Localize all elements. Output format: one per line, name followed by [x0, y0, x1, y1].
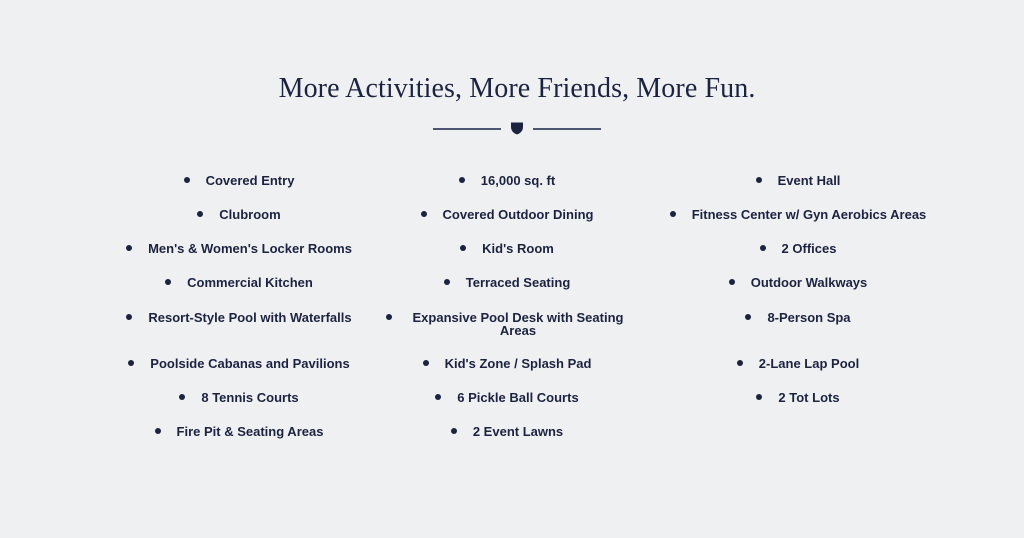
- bullet-icon: [423, 360, 429, 366]
- list-item: [386, 311, 650, 337]
- list-item-label: Commercial Kitchen: [187, 275, 313, 290]
- list-item: [118, 311, 382, 324]
- list-item: [660, 311, 958, 324]
- list-item: [386, 208, 650, 221]
- list-item: [660, 391, 958, 404]
- bullet-icon: [197, 211, 203, 217]
- bullet-icon: [126, 314, 132, 320]
- list-item: [660, 208, 958, 221]
- bullet-icon: [756, 177, 762, 183]
- bullet-icon: [421, 211, 427, 217]
- list-item: [660, 242, 958, 255]
- bullet-icon: [444, 279, 450, 285]
- list-item-label: Kid's Zone / Splash Pad: [444, 356, 592, 371]
- list-item: [118, 174, 382, 187]
- list-item: [386, 357, 650, 370]
- list-item: [118, 391, 382, 404]
- bullet-icon: [459, 177, 465, 183]
- list-item-label: Terraced Seating: [465, 275, 571, 290]
- list-item-label: Men's & Women's Locker Rooms: [148, 241, 352, 256]
- list-item-label: 2 Tot Lots: [778, 390, 840, 405]
- list-item: [660, 174, 958, 187]
- list-item-label: Event Hall: [777, 173, 841, 188]
- list-item: [386, 276, 650, 289]
- list-item: [660, 276, 958, 289]
- list-item-label: 2 Offices: [781, 241, 837, 256]
- list-item: [118, 242, 382, 255]
- list-item: [118, 425, 382, 438]
- bullet-icon: [756, 394, 762, 400]
- bullet-icon: [386, 314, 392, 320]
- list-item-label: Kid's Room: [482, 241, 554, 256]
- bullet-icon: [670, 211, 676, 217]
- list-item-label: Outdoor Walkways: [750, 275, 868, 290]
- list-item-label: Covered Entry: [205, 173, 295, 188]
- bullet-icon: [460, 245, 466, 251]
- bullet-icon: [435, 394, 441, 400]
- page-title: More Activities, More Friends, More Fun.: [278, 73, 756, 104]
- list-item-label: 8 Tennis Courts: [201, 390, 299, 405]
- list-item: [386, 425, 650, 438]
- bullet-icon: [165, 279, 171, 285]
- bullet-icon: [179, 394, 185, 400]
- bullet-icon: [729, 279, 735, 285]
- heading-divider: [433, 120, 601, 136]
- shield-icon: [510, 121, 524, 135]
- list-item: [660, 357, 958, 370]
- list-item: [118, 357, 382, 370]
- bullet-icon: [760, 245, 766, 251]
- bullet-icon: [451, 428, 457, 434]
- list-item: [386, 242, 650, 255]
- list-item-label: Expansive Pool Desk with Seating Areas: [412, 310, 624, 338]
- list-item-label: 6 Pickle Ball Courts: [457, 390, 579, 405]
- list-item-label: Fitness Center w/ Gyn Aerobics Areas: [691, 207, 927, 222]
- bullet-icon: [184, 177, 190, 183]
- bullet-icon: [745, 314, 751, 320]
- list-item-label: Clubroom: [219, 207, 281, 222]
- bullet-icon: [155, 428, 161, 434]
- list-item-label: 2 Event Lawns: [472, 424, 564, 439]
- list-item-label: Poolside Cabanas and Pavilions: [150, 356, 350, 371]
- divider-line-left: [433, 128, 501, 130]
- list-item-label: 8-Person Spa: [767, 310, 851, 325]
- list-item-label: Resort-Style Pool with Waterfalls: [148, 310, 352, 325]
- bullet-icon: [737, 360, 743, 366]
- list-item-label: Fire Pit & Seating Areas: [176, 424, 324, 439]
- list-item: [118, 276, 382, 289]
- list-item-label: 2-Lane Lap Pool: [758, 356, 860, 371]
- list-item: [386, 174, 650, 187]
- bullet-icon: [126, 245, 132, 251]
- bullet-icon: [128, 360, 134, 366]
- list-item: [118, 208, 382, 221]
- divider-line-right: [533, 128, 601, 130]
- list-item: [386, 391, 650, 404]
- list-item-label: 16,000 sq. ft: [480, 173, 556, 188]
- list-item-label: Covered Outdoor Dining: [442, 207, 594, 222]
